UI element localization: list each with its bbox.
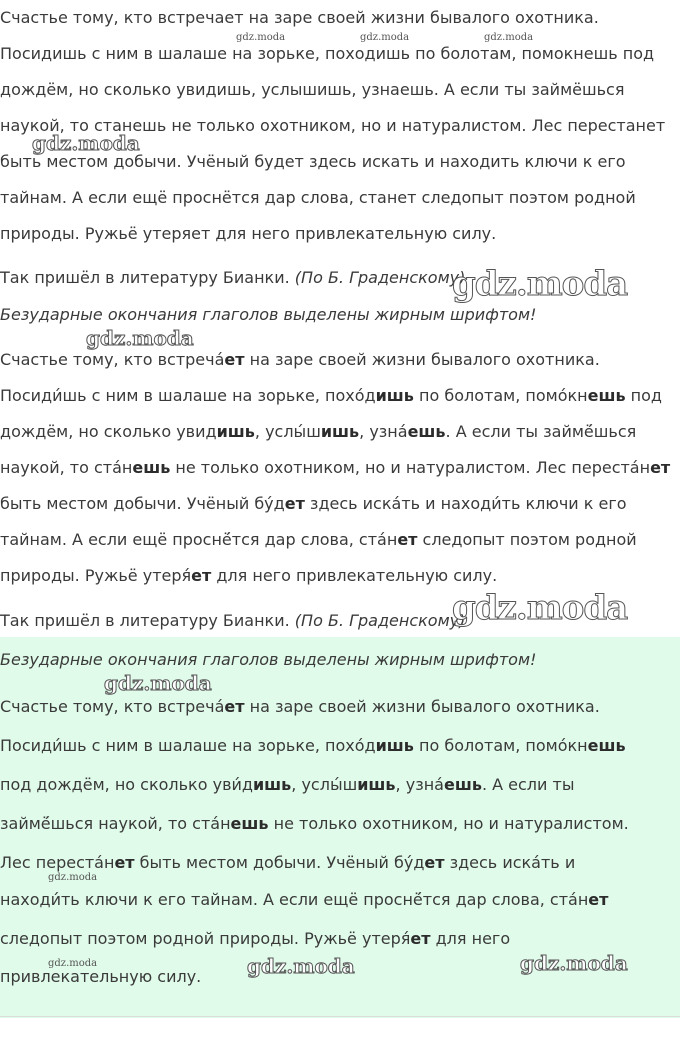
text-line: Посиди́шь с ним в шалаше на зорьке, похо́дишь по болотам, помо́кнешь под — [0, 386, 662, 405]
final-line — [0, 611, 465, 631]
final-sentence: Так пришёл в литературу Бианки. — [0, 268, 290, 287]
text-line: займё́шься наукой, то ста́нешь не только охотником, но и натуралистом. — [0, 814, 629, 833]
text-line: наукой, то станешь не только охотником, но и натуралистом. Лес перестанет — [0, 116, 666, 135]
final-line — [0, 268, 465, 288]
watermark: gdz.moda — [520, 951, 628, 975]
text-line: под дождём, но сколько уви́дишь, услы́шишь, узна́ешь. А если ты — [0, 775, 575, 794]
watermark: gdz.moda — [48, 872, 98, 883]
text-line: наукой, то ста́нешь не только охотником, но и натуралистом. Лес переста́нет — [0, 458, 671, 477]
text-line: привлекательную силу. — [0, 967, 202, 986]
text-line: Лес переста́нет быть местом добычи. Учёный бу́дет здесь иска́ть и — [0, 853, 576, 872]
text-line: Счастье тому, кто встреча́ет на заре своей жизни бывалого охотника. — [0, 697, 600, 716]
text-line: дождём, но сколько увидишь, услы́шишь, узна́ешь. А если ты займё́шься — [0, 422, 637, 441]
text-line: природы. Ружьё утеряет для него привлекательную силу. — [0, 224, 497, 243]
answer-intro: Безударные окончания глаголов выделены жирным шрифтом! — [0, 650, 537, 669]
text-line: находи́ть ключи к его тайнам. А если ещё проснё́тся дар слова, ста́нет — [0, 890, 609, 909]
text-line: Счастье тому, кто встреча́ет на заре своей жизни бывалого охотника. — [0, 350, 600, 369]
text-line: Посидишь с ним в шалаше на зорьке, походишь по болотам, помокнешь под — [0, 44, 655, 63]
bottom-divider — [0, 1016, 680, 1017]
text-line: природы. Ружьё утеря́ет для него привлекательную силу. — [0, 566, 498, 585]
watermark: gdz.moda — [484, 32, 534, 43]
answer-intro: Безударные окончания глаголов выделены жирным шрифтом! — [0, 305, 537, 324]
text-line: быть местом добычи. Учёный бу́дет здесь иска́ть и находи́ть ключи к его — [0, 494, 627, 513]
watermark: gdz.moda — [104, 671, 212, 695]
watermark: gdz.moda — [48, 958, 98, 969]
watermark: gdz.moda — [247, 954, 355, 978]
text-line: дождём, но сколько увидишь, услышишь, узнаешь. А если ты займёшься — [0, 80, 625, 99]
watermark: gdz.moda — [360, 32, 410, 43]
source-citation: (По Б. Граденскому) — [294, 268, 466, 287]
text-line: следопыт поэтом родной природы. Ружьё утеря́ет для него — [0, 929, 511, 948]
watermark: gdz.moda — [452, 588, 628, 628]
watermark: gdz.moda — [452, 264, 628, 304]
text-line: быть местом добычи. Учёный будет здесь искать и находить ключи к его — [0, 152, 626, 171]
text-line: Посиди́шь с ним в шалаше на зорьке, похо́дишь по болотам, помо́кнешь — [0, 736, 626, 755]
final-sentence: Так пришёл в литературу Бианки. — [0, 611, 290, 630]
watermark: gdz.moda — [32, 131, 140, 155]
text-line: тайнам. А если ещё проснё́тся дар слова, ста́нет следопыт поэтом родной — [0, 530, 637, 549]
source-citation: (По Б. Граденскому) — [294, 611, 466, 630]
text-line: Счастье тому, кто встречает на заре своей жизни бывалого охотника. — [0, 8, 599, 27]
watermark: gdz.moda — [236, 32, 286, 43]
text-line: тайнам. А если ещё проснётся дар слова, станет следопыт поэтом родной — [0, 188, 636, 207]
watermark: gdz.moda — [86, 326, 194, 350]
